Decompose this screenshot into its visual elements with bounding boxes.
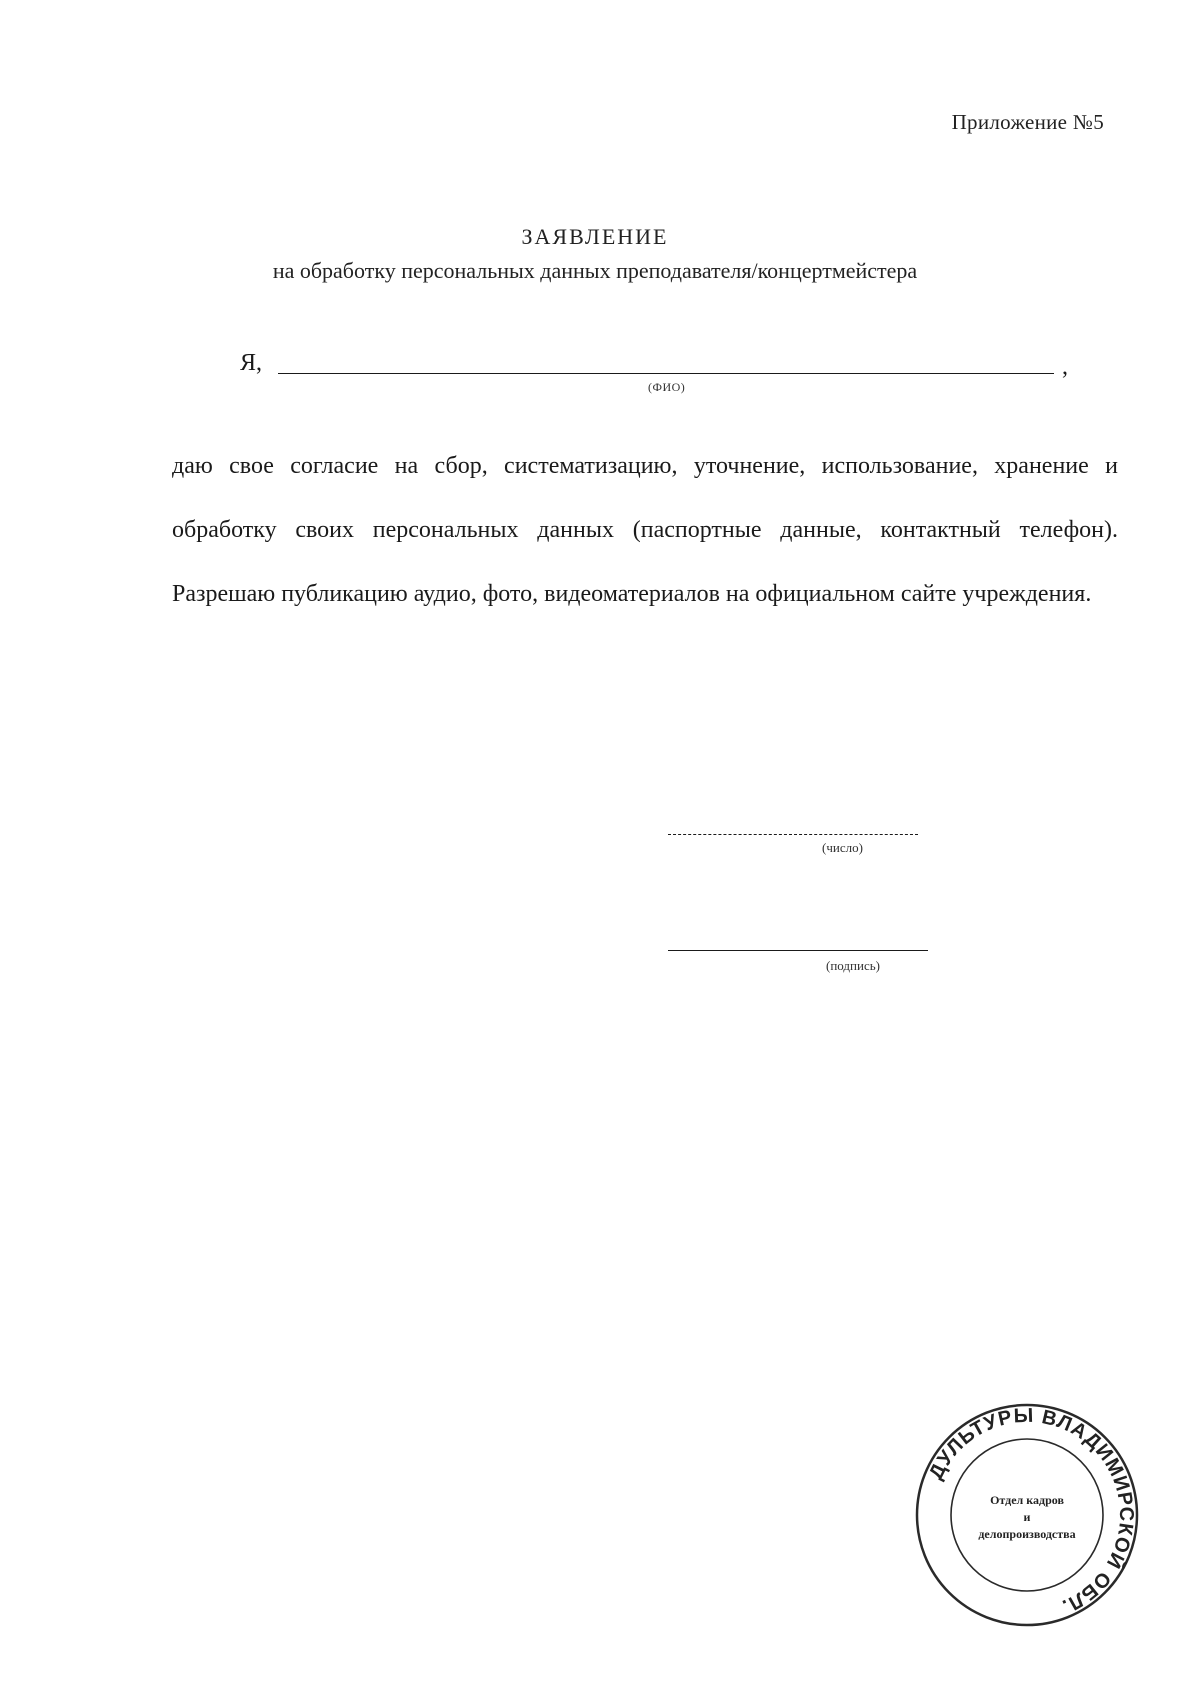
official-stamp bbox=[912, 1400, 1142, 1630]
date-block bbox=[668, 822, 918, 862]
date-hint: (число) bbox=[822, 840, 863, 855]
signature-field[interactable] bbox=[668, 950, 928, 951]
date-field[interactable] bbox=[668, 834, 918, 835]
consent-text: даю свое согласие на сбор, систематизацию, уточнение, использование, хранение и обработку своих персональных данных (паспортные данные, контактный телефон). Разрешаю публикацию аудио, фото, видеоматериалов на официальном сайте учреждения. bbox=[172, 453, 1118, 607]
document-title: ЗАЯВЛЕНИЕ bbox=[521, 224, 669, 249]
signature-block bbox=[668, 938, 928, 978]
fio-row bbox=[240, 350, 1080, 394]
stamp-inner-text bbox=[947, 1492, 1107, 1543]
fio-prefix: Я, bbox=[240, 350, 263, 376]
document-subtitle: на обработку персональных данных преподавателя/концертмейстера bbox=[272, 258, 918, 283]
signature-hint: (подпись) bbox=[826, 958, 880, 973]
appendix-label: Приложение №5 bbox=[951, 110, 1104, 134]
fio-field[interactable] bbox=[278, 373, 1054, 374]
fio-comma: , bbox=[1062, 354, 1068, 380]
stamp-line-3: делопроизводства bbox=[978, 1527, 1076, 1541]
svg-text:ДУЛЬТУРЫ ВЛАДИМИРСКОЙ ОБЛ.: ДУЛЬТУРЫ ВЛАДИМИРСКОЙ ОБЛ. bbox=[924, 1404, 1138, 1618]
stamp-line-2: и bbox=[1023, 1510, 1031, 1524]
stamp-line-1: Отдел кадров bbox=[990, 1493, 1064, 1507]
fio-hint: (ФИО) bbox=[648, 380, 686, 394]
